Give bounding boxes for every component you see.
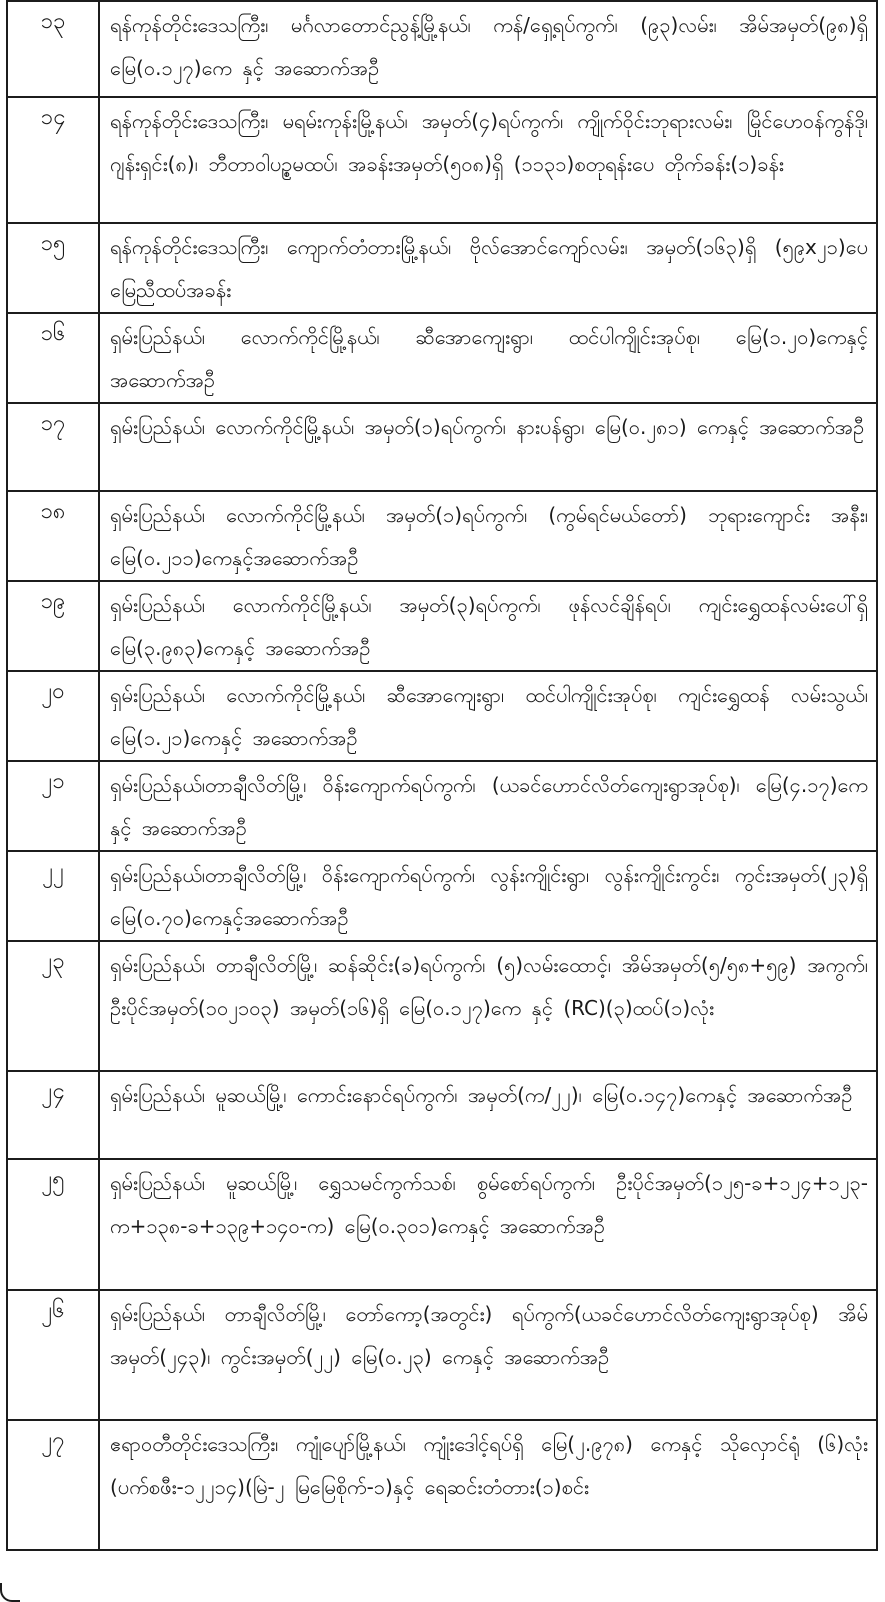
row-number: ၂၂ <box>7 851 99 941</box>
table-row <box>7 1290 877 1420</box>
row-description: ရှမ်းပြည်နယ်၊ တာချီလိတ်မြို့၊ တော်ကော့(အတွင်း) ရပ်ကွက်(ယခင်ဟောင်လိတ်ကျေးရွာအုပ်စု) အိမ်အမှတ်(၂၄၃)၊ ကွင်းအမှတ်(၂၂) မြေ(၀.၂၃) ကေနှင့် အဆောက်အဦ <box>99 1290 877 1420</box>
row-description: ရန်ကုန်တိုင်းဒေသကြီး၊ ကျောက်တံတားမြို့နယ်၊ ဗိုလ်အောင်ကျော်လမ်း၊ အမှတ်(၁၆၃)ရှိ (၅၉x၂၁)ပေ မြေညီထပ်အခန်း <box>99 223 877 313</box>
asset-table <box>6 0 878 1551</box>
row-number: ၁၅ <box>7 223 99 313</box>
row-description: ဧရာဝတီတိုင်းဒေသကြီး၊ ကျုံပျော်မြို့နယ်၊ ကျုံးဒေါင့်ရပ်ရှိ မြေ(၂.၉၇၈) ကေနှင့် သိုလှောင်ရုံ (၆)လုံး (ပက်စဖီး-၁၂၂၁၄)(မြဲ-၂ မြမြေစိုက်-၁)နှင့် ရေဆင်းတံတား(၁)စင်း <box>99 1420 877 1550</box>
row-number: ၁၉ <box>7 581 99 671</box>
row-number: ၁၄ <box>7 97 99 223</box>
row-number: ၂၄ <box>7 1071 99 1159</box>
table-row <box>7 1159 877 1290</box>
page-corner-decoration <box>0 1583 20 1602</box>
table-row <box>7 1 877 97</box>
row-description: ရှမ်းပြည်နယ်၊ လောက်ကိုင်မြို့နယ်၊ အမှတ်(၁)ရပ်ကွက်၊ နားပန်ရွာ၊ မြေ(၀.၂၈၁) ကေနှင့် အဆောက်အဦ <box>99 403 877 491</box>
row-number: ၁၇ <box>7 403 99 491</box>
table-row <box>7 941 877 1071</box>
table-row <box>7 671 877 761</box>
row-number: ၂၆ <box>7 1290 99 1420</box>
table-row <box>7 851 877 941</box>
row-description: ရှမ်းပြည်နယ်၊တာချီလိတ်မြို့၊ ဝိန်းကျောက်ရပ်ကွက်၊ (ယခင်ဟောင်လိတ်ကျေးရွာအုပ်စု)၊ မြေ(၄.၁၇)ကေနှင့် အဆောက်အဦ <box>99 761 877 851</box>
row-description: ရှမ်းပြည်နယ်၊ လောက်ကိုင်မြို့နယ်၊ အမှတ်(၃)ရပ်ကွက်၊ ဖုန်လင်ချိန်ရပ်၊ ကျင်းရွှေထန်လမ်းပေါ်ရှိ မြေ(၃.၉၈၃)ကေနှင့် အဆောက်အဦ <box>99 581 877 671</box>
row-number: ၂၅ <box>7 1159 99 1290</box>
table-row <box>7 313 877 403</box>
row-description: ရန်ကုန်တိုင်းဒေသကြီး၊ မရမ်းကုန်းမြို့နယ်၊ အမှတ်(၄)ရပ်ကွက်၊ ကျိုက်ဝိုင်းဘုရားလမ်း၊ မြိုင်ဟေဝန်ကွန်ဒို၊ ဂျန်းရှင်း(၈)၊ ဘီတာ၀ါပဥ္စမထပ်၊ အခန်းအမှတ်(၅၀၈)ရှိ (၁၁၃၁)စတုရန်းပေ တိုက်ခန်း(၁)ခန်း <box>99 97 877 223</box>
table-row <box>7 761 877 851</box>
row-description: ရှမ်းပြည်နယ်၊ မူဆယ်မြို့၊ ကောင်းနောင်ရပ်ကွက်၊ အမှတ်(က/၂၂)၊ မြေ(၀.၁၄၇)ကေနှင့် အဆောက်အဦ <box>99 1071 877 1159</box>
table-row <box>7 97 877 223</box>
row-number: ၂၃ <box>7 941 99 1071</box>
row-description: ရှမ်းပြည်နယ်၊ တာချီလိတ်မြို့၊ ဆန်ဆိုင်း(ခ)ရပ်ကွက်၊ (၅)လမ်းထောင့်၊ အိမ်အမှတ်(၅/၅၈+၅၉) အကွက်၊ ဦးပိုင်အမှတ်(၁၀၂၁၀၃) အမှတ်(၁၆)ရှိ မြေ(၀.၁၂၇)ကေ နှင့် (RC)(၃)ထပ်(၁)လုံး <box>99 941 877 1071</box>
table-row <box>7 1420 877 1550</box>
row-number: ၂၁ <box>7 761 99 851</box>
table-row <box>7 1071 877 1159</box>
row-description: ရှမ်းပြည်နယ်၊ လောက်ကိုင်မြို့နယ်၊ ဆီအောကျေးရွာ၊ ထင်ပါကျိုင်းအုပ်စု၊ မြေ(၁.၂၀)ကေနှင့် အဆောက်အဦ <box>99 313 877 403</box>
table-row <box>7 491 877 581</box>
row-description: ရှမ်းပြည်နယ်၊တာချီလိတ်မြို့၊ ဝိန်းကျောက်ရပ်ကွက်၊ လွန်းကျိုင်းရွာ၊ လွန်းကျိုင်းကွင်း၊ ကွင်းအမှတ်(၂၃)ရှိ မြေ(၀.၇၀)ကေနှင့်အဆောက်အဦ <box>99 851 877 941</box>
row-number: ၂၀ <box>7 671 99 761</box>
row-number: ၁၈ <box>7 491 99 581</box>
row-description: ရှမ်းပြည်နယ်၊ မူဆယ်မြို့၊ ရွှေသမင်ကွက်သစ်၊ စွမ်စော်ရပ်ကွက်၊ ဦးပိုင်အမှတ်(၁၂၅-ခ+၁၂၄+၁၂၃-က+၁၃၈-ခ+၁၃၉+၁၄၀-က) မြေ(၀.၃၀၁)ကေနှင့် အဆောက်အဦ <box>99 1159 877 1290</box>
row-description: ရှမ်းပြည်နယ်၊ လောက်ကိုင်မြို့နယ်၊ ဆီအောကျေးရွာ၊ ထင်ပါကျိုင်းအုပ်စု၊ ကျင်းရွှေထန် လမ်းသွယ်၊ မြေ(၁.၂၁)ကေနှင့် အဆောက်အဦ <box>99 671 877 761</box>
row-number: ၂၇ <box>7 1420 99 1550</box>
table-row <box>7 403 877 491</box>
row-description: ရှမ်းပြည်နယ်၊ လောက်ကိုင်မြို့နယ်၊ အမှတ်(၁)ရပ်ကွက်၊ (ကွမ်ရင်မယ်တော်) ဘုရားကျောင်း အနီး၊ မြေ(၀.၂၁၁)ကေနှင့်အဆောက်အဦ <box>99 491 877 581</box>
table-row <box>7 581 877 671</box>
row-number: ၁၃ <box>7 1 99 97</box>
table-row <box>7 223 877 313</box>
row-number: ၁၆ <box>7 313 99 403</box>
row-description: ရန်ကုန်တိုင်းဒေသကြီး၊ မင်္ဂလာတောင်ညွန့်မြို့နယ်၊ ကန်/ရှေ့ရပ်ကွက်၊ (၉၃)လမ်း၊ အိမ်အမှတ်(၉၈)ရှိ မြေ(၀.၁၂၇)ကေ နှင့် အဆောက်အဦ <box>99 1 877 97</box>
